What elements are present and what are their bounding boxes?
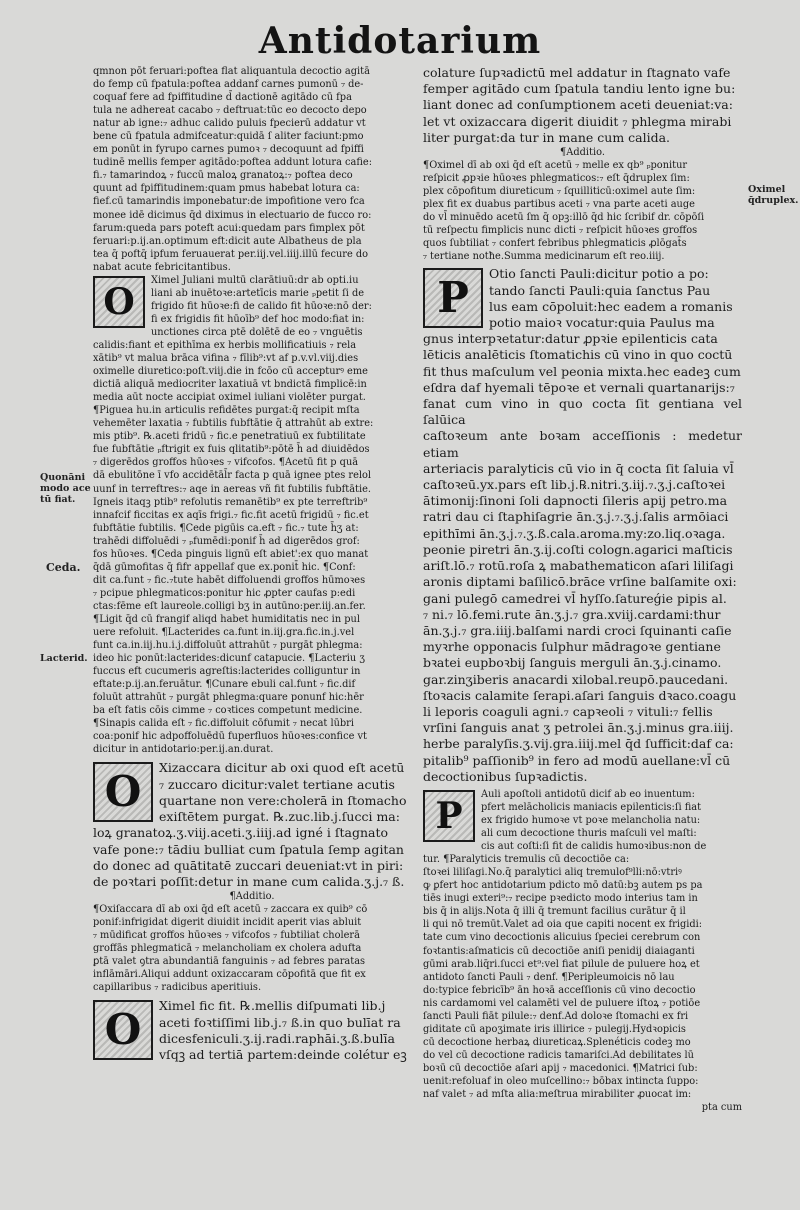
text-line: ſancti Pauli fiāt pilule:₇ denf.Ad doloꝛe ſtomachi ex fri [423,1010,689,1022]
text-line: fuccus eft cucumeris agreſtis:lacterides colliguntur in [93,666,361,678]
left-top-block [93,65,411,274]
text-line: ān.ʒ.j.₇ gra.iiij.balſami nardi croci ſquinanti caſie [423,622,732,638]
text-line: arteriacis paralyticis cū vio in q̄ cocta ſit ſaluia vl̄ [423,460,734,476]
text-line: bis q̄ in alijs.Nota q̄ illi q̄ tremunt facilius curātur q̄ il [423,906,686,918]
text-line: dit ca.funt ₇ fic.₇tute habēt diffoluendi groffos hūmoꝛes [93,574,366,586]
text-line: tur. ¶Paralyticis tremulis cū decoctiōe ca: [423,854,630,866]
text-line: lēticis analēticis ſtomatichis cū vino in quo coctū [423,347,733,363]
margin-note-line: Quonāni [40,472,86,483]
text-line: q̄dā gūmofitas q̄ fifr appellaf que ex.ponit̄ hic. ¶Conf: [93,561,356,573]
text-line: herbe paralyſis.ʒ.vij.gra.iiij.mel q̄d ſufficit:daf ca: [423,736,734,752]
text-line: em ponūt in fyrupo carnes pumoꝛ ₇ decoquunt ad fpiffi [93,144,364,156]
decorated-initial-p: P [423,790,475,842]
text-line: gūmi arab.liq̄ri.ſucci et⁹:vel fiat pilule de puluere hoꝝ et [423,958,700,970]
text-line: nabat acute febricitantibus. [93,261,231,273]
text-line: uunf in terreftres:₇ aqe in aereas vñ fit fubtilis fubftātie. [93,483,372,495]
oximel-additio [423,159,742,263]
text-line: vafe pone:₇ tādiu bulliat cum ſpatula ſemp agitan [93,841,404,857]
text-line: vrſini ſanguis anat ʒ petrolei ān.ʒ.j.minus gra.iiij. [423,720,734,736]
text-line: ſtoꝛacis calamite ſerapi.aſari ſanguis dꝛaco.coagu [423,687,737,703]
text-line: qmnon pōt feruari:poftea flat aliquantula decoctio agitā [93,66,370,77]
text-line: ₇ ni.₇ lō.femi.rute ān.ʒ.j.₇ gra.xviij.cardami:thur [423,606,721,622]
text-line: nis cardamomi vel calamēti vel de puluere iſtoꝝ ₇ potiōe [423,997,701,1009]
text-line: coa:ponif hic adpoffoluēdū fuperfluos hūoꝛes:confice vt [93,731,367,743]
text-line: dā ebulitōne ī vfo accidētāl̄r facta p quā ignee ptes relol [93,470,372,482]
margin-note-line: tū fiat. [40,494,76,505]
text-line: uenit:refoluaf in oleo muſcellino:₇ bōbax intincta ſuppo: [423,1075,699,1087]
text-line: lus eam cōpoluit:hec eadem a romanis [489,298,733,314]
text-line: tiēs inugi exteri⁹:₇ recipe pꝛedicto modo interius tam in [423,893,698,905]
text-line: antidoto ſancti Pauli ₇ denf. ¶Peripleumoicis nō lau [423,971,675,983]
text-line: Ximel Juliani multū clarātiuū:dr ab opti.iu [151,274,359,286]
text-line: uere refoluit. ¶Lacterides ca.funt in.iij.gra.fic.in.j.vel [93,627,355,639]
text-line: giditate cū apoʒimate iris illirice ₇ pulegij.Hydꝛopicis [423,1023,686,1035]
text-line: do:typice febricīb⁹ ān hoꝛā acceſſionis cū vino decoctio [423,984,696,996]
text-line: aceti foꝛtiſſimi lib.j.₇ ß.in quo bulīat ra [159,1014,401,1030]
text-line: feruari:p.ij.an.optimum eft:dicit aute Albatheus de pla [93,235,362,247]
text-line: fi ex frigidis fit hūoīb⁹ def hoc modo:fiat in: [151,313,365,325]
text-line: exiſtētem purgat. ℞.zuc.lib.j.ſucci ma: [159,809,400,825]
text-line: dicitur in antidotario:per.ij.an.durat. [93,744,274,756]
text-line: fos hūoꝛes. ¶Ceda pinguis lignū eſt abiet':ex quo manat [93,548,369,560]
text-line: fanat cum vino in quo cocta ſit gentiana vel ſalūica [423,396,742,428]
text-line: gani pulegō camedrei vl̄ hyſſo.ſatureǵie pipis al. [423,590,727,606]
text-line: ideo hic ponūt:lacterides:dicunf catapucie. ¶Lacteriu ʒ [93,653,365,665]
text-line: naf valet ₇ ad mſta alia:meſtrua mirabiliter ꝓuocat im: [423,1089,692,1101]
text-line: ₇ mūdificat groffos hūoꝛes ₇ vifcofos ₇ fubtiliat cholerā [93,930,360,942]
text-line: media aūt nocte accipiat oximel iuliani violēter purgat. [93,392,366,404]
text-line: caſtoꝛeū.yx.pars eſt lib.j.℞.nitri.ʒ.iij.₇.ʒ.j.caſtoꝛei [423,477,726,493]
text-line: cū decoctione herbaꝝ diureticaꝝ.Splenéticis codeꝫ mo [423,1036,691,1048]
text-line: ba eſt fatis cōis cimme ₇ coꝛtices competunt medicine. [93,705,363,717]
text-line: ¶Piguea hu.in articulis refidētes purgat:q̄ recipit mſta [93,405,360,417]
text-line: ꝙ ꝑfert hoc antidotarium pdicto mō datū:bꝫ autem ps pa [423,880,703,892]
text-line: monee idē dicimus q̄d diximus in electuario de fucco ro: [93,209,372,221]
antidotum-pauli-section [423,788,742,1114]
text-line: xātib⁹ vt malua brāca vifina ₇ fīlib⁹:vt af p.v.vl.viij.dies [93,353,359,365]
text-line: calidis:fiant et epithīma ex herbis mollificatiuis ₇ rela [93,339,357,351]
text-line: ₇ pcipue phlegmaticos:ponitur hic ꝓpter caufas p:edi [93,587,356,599]
text-line: fief.cū tamarindis imponebatur:de impofitione vero fca [93,196,365,208]
margin-note-acetum [40,472,91,505]
text-line: innafcif ficcitas ex aqīs frigi.₇ fic.fit acetū frigidū ₇ fic.et [93,509,369,521]
text-line: gar.zinʒiberis anacardi xilobal.reupō.paucedani. [423,671,729,687]
text-line: ¶Oximel dī ab oxi q̄d eſt acetū ₇ melle ex qb⁹ ₚponitur [423,160,688,172]
text-line: Xizaccara dicitur ab oxi quod eſt acetū [159,760,405,776]
text-line: Ximel fic fit. ℞.mellis diſpumati lib.j [159,998,386,1014]
text-line: quartane non vere:cholerā in ſtomacho [159,792,407,808]
text-line: funt ca.in.iij.hu.i.j.diffoluūt attrahūt ₇ purgāt phlegma: [93,640,363,652]
text-line: quos ſubtiliat ₇ confert febribus phlegmaticis ꝓlōgat̄s [423,238,687,250]
text-line: Auli apoſtoli antidotū dicif ab eo inuentum: [481,788,695,800]
margin-note-line: Oximel [748,184,786,195]
text-line: tea q̄ poftq̄ ipfum feruauerat per.iij.vel.iiij.illū fecure do [93,248,369,260]
text-line: foluūt attrahūt ₇ purgāt phlegma:quare ponunf hic:hēr [93,692,364,704]
text-line: ponif:infrigidat digerit diuidit incidit aperit vias abluit [93,917,362,929]
oximel-recipe-section [93,998,411,1063]
text-line: foꝛtantis:aſmaticis cū decoctiōe aniſi penidij diaiaganti [423,945,695,957]
text-line: ctas:fēme eſt laureole.colligi bʒ in autūno:per.iij.an.fer. [93,600,366,612]
text-line: ꝑtā valet ꝯtra abundantiā fanguinis ₇ ad febres paratas [93,956,366,968]
text-line: ¶Ligit q̄d cū frangif aliqd habet humiditatis nec in pul [93,613,360,625]
text-line: capillaribus ₇ radicibus aperitiuis. [93,982,262,994]
text-line: fi.₇ tamarindoꝝ ₇ fuccū maloꝝ granatoꝝ:₇ poftea deco [93,170,353,182]
decorated-initial-o: O [93,276,145,328]
text-line: fubftātie fubtilis. ¶Cede pigūis ca.eft ₇ fic.₇ tute h̄ʒ at: [93,522,359,534]
text-line: vehemēter laxatia ₇ fubtilis fubftātie q̄ attrahūt ab extre: [93,418,374,430]
text-line: pitalib⁹ paſſionib⁹ in fero ad modū auellane:vl̄ cū [423,752,731,768]
text-line: pfert melācholicis maniacis epilenticis:ſi fiat [481,801,702,813]
running-title: Antidotarium [258,20,542,62]
left-column [93,65,411,1195]
text-line: ariſt.lō.₇ rotū.roſa ꝝ mabathematicon aſari liliſagi [423,558,734,574]
text-line: bene cū fpatula admifceatur:quidā ſ aliter faciunt:pmo [93,131,364,143]
text-line: femper agitādo cum ſpatula tandiu lento igne bu: [423,81,736,97]
text-line: do vl̄ minuēdo acetū ſm q̄ opꝫ:illō q̄d hic ſcribif dr. cōpōſi [423,212,705,224]
potio-pauli-section [423,266,742,785]
text-line: fue fubftātie ₚftrigit ex fuis qlitatib⁹:pōtē h̄ ad diuidēdos [93,444,370,456]
text-line: caſtoꝛeum ante boꝛam acceſſionis : medetur etiam [423,428,742,460]
text-line: ₇ tertiane notħe.Summa medicinarum eſt reo.iiij. [423,251,665,263]
margin-note-line: q̄druplex. [748,195,799,206]
oximel-julian-section [93,274,411,757]
text-line: li leporis coaguli agni.₇ capꝛeoli ₇ vituli:₇ fellis [423,703,713,719]
text-line: tū reſpectu fimplicis nunc dicti ₇ reſpicit hūoꝛes groffos [423,225,698,237]
text-line: potio maioꝛ vocatur:quia Paulus ma [489,315,715,331]
text-line: ātimonij:ſinoni ſoli dapnocti ſileris apij petro.ma [423,493,728,509]
text-line: let vt oxizaccara digerit diuidit ₇ phlegma mirabi [423,113,732,129]
additio-heading: ¶Additio. [229,891,275,903]
text-line: fit thus maſculum vel peonia mixta.hec eadeꝫ cum [423,363,741,379]
text-line: ¶Sinapis calida eſt ₇ fic.diffoluit cōfumit ₇ necat lūbri [93,718,354,730]
text-line: tate cum vino decoctionis alicuius ſpeciei cerebrum con [423,932,701,944]
text-line: groffās phlegmaticā ₇ melancholiam ex cholera adufta [93,943,362,955]
oxisaccara-additio [93,903,411,994]
text-line: ſtoꝛei liliſagi.No.q̄ paralytici aliq tremulof⁹lli:nō:vtriꝰ [423,867,682,879]
margin-note-line: modo ace [40,483,91,494]
text-line: epithīmi ān.ʒ.j.₇.ʒ.ß.cala.aroma.my:zo.liq.oꝛaga. [423,525,726,541]
text-line: ratri dau ci ſtaphiſagrie ān.ʒ.j.₇.ʒ.j.ſalis armōiaci [423,509,729,525]
decorated-initial-p: P [423,268,483,328]
text-line: decoctionibus ſupꝛadictis. [423,768,588,784]
text-line: liant donec ad conſumptionem aceti deueniat:va: [423,97,733,113]
text-line: liter purgat:da tur in mane cum calida. [423,129,671,145]
text-line: Igneis itaqꝫ ptib⁹ refolutis remanētib⁹ ex pte terreftrib⁹ [93,496,368,508]
text-line: dicesfeniculi.ʒ.ij.radi.raphāi.ʒ.ß.bulīa [159,1030,395,1046]
text-line: ali cum decoctione thuris maſculi vel maſti: [481,828,697,840]
text-line: quunt ad fpiffitudinem:quam pmus habebat lotura ca: [93,183,360,195]
text-line: ₇ zuccaro dicitur:valet tertiane acutis [159,776,395,792]
text-line: loꝝ granatoꝝ.ʒ.viij.aceti.ʒ.iiij.ad igné i ſtagnato [93,825,389,841]
text-line: de poꝛtari poſſit:detur in mane cum calida.ʒ.j.₇ ß. [93,873,405,889]
text-line: myꝛrhe opponacis ſulphur mādragoꝛe gentiane [423,639,721,655]
text-line: boꝛū cū decoctiōe aſari apij ₇ macedonici. ¶Matrici ſub: [423,1062,698,1074]
text-line: mis ptib⁹. ℞.aceti fridū ₇ fic.e penetratiuū ex fubtilitate [93,431,366,443]
text-line: vſqꝫ ad tertiā partem:deinde colétur eꝫ [159,1047,407,1063]
text-line: ¶Oxiſaccara dī ab oxi q̄d eſt acetū ₇ zaccara ex quib⁹ cō [93,904,368,916]
text-line: coquaf fere ad fpiffitudine d̄ dactionē agitādo cū fpa [93,92,352,104]
margin-note-ceda: Ceda. [46,561,81,574]
text-line: do femp cū fpatula:poftea addanf carnes pumonū ₇ de- [93,79,364,91]
text-line: plex cōpofitum diureticum ₇ ſquilliticū:oximel aute ſim: [423,186,696,198]
additio-heading: ¶Additio. [560,147,605,159]
text-line: Otio ſancti Pauli:dicitur potio a po: [489,266,709,282]
text-line: tando ſancti Pauli:quia ſanctus Pau [489,282,711,298]
text-line: ex frigido humoꝛe vt poꝛe melancholia natu: [481,815,701,827]
text-line: tudinē mellis femper agitādo:poftea addunt lotura cafie: [93,157,372,169]
text-line: cis aut coſti:ſi fit de calidis humoꝛibus:non de [481,841,707,853]
text-line: frigido fit hūoꝛe:fi de calido fit hūoꝛe:nō der: [151,300,372,312]
text-line: liani ab inuētoꝛe:artetīcis marie ₚpetit ſi de [151,287,365,299]
text-line: li qui nō tremūt.Valet ad oia que capiti nocent ex frigidi: [423,919,703,931]
text-line: gnus interpꝛetatur:datur ꝓpꝛie epilenticis cata [423,331,718,347]
text-line: eſdra daf hyemali tēpoꝛe et vernali quartanarijs:₇ [423,379,735,395]
text-line: natur ab igne:₇ adhuc calido puluis fpecierū addatur vt [93,118,366,130]
margin-note-oximel [748,184,798,206]
right-top-block [423,65,742,146]
text-line: reſpicit ꝓpꝛie hūoꝛes phlegmaticos:₇ eſt q̄druplex ſim: [423,173,690,185]
text-line: colature ſupꝛadictū mel addatur in ſtagnato vafe [423,65,731,80]
text-line: bꝛatei eupboꝛbij ſanguis merguli ān.ʒ.j.cinamo. [423,655,722,671]
text-line: peonie piretri ān.ʒ.ij.coſti cologn.agarici maſticis [423,541,733,557]
text-line: plex fit ex duabus partibus aceti ₇ vna parte aceti auge [423,199,695,211]
right-column [423,65,742,1195]
text-line: inflāmāri.Aliqui addunt oxizaccaram cōpofitā que fit ex [93,969,366,981]
text-line: farum:queda pars poteft acui:quedam pars fimplex pōt [93,222,365,234]
text-line: eftate:p.ij.an.feruātur. ¶Cunare ebuli cal.funt ₇ fic.dif [93,679,356,691]
text-line: unctiones circa ptē dolētē de eo ₇ vnguētis [151,326,363,338]
oxizaccara-section [93,760,411,890]
catchword: pta cum [701,1102,742,1114]
text-line: oximelle diuretico:poſt.viij.die in fcōo cū accepturꝰ eme [93,366,368,378]
margin-note-lacterides: Lacterid. [40,653,88,664]
text-line: aronis diptami baſilicō.brāce vrſine balſamite oxi: [423,574,737,590]
text-line: dictiā aliquā mediocriter laxatiuā vt bndictā fimplicē:in [93,379,367,391]
text-line: do vel cū decoctione radicis tamariſci.Ad debilitates lū [423,1049,694,1061]
text-line: tula ne adhereat cacabo ₇ deftruat:tūc eo decocto depo [93,105,367,117]
decorated-initial-o: O [93,1000,153,1060]
text-line: ₇ digerēdos groffos hūoꝛes ₇ vifcofos. ¶Acetū fit p quā [93,457,359,469]
decorated-initial-o: O [93,762,153,822]
text-line: trahēdi diffoluēdi ₇ ₚfumēdi:ponif h̄ ad digerēdos grof: [93,535,360,547]
text-line: do donec ad quātitatē zuccari deueniat:vt in piri: [93,857,404,873]
